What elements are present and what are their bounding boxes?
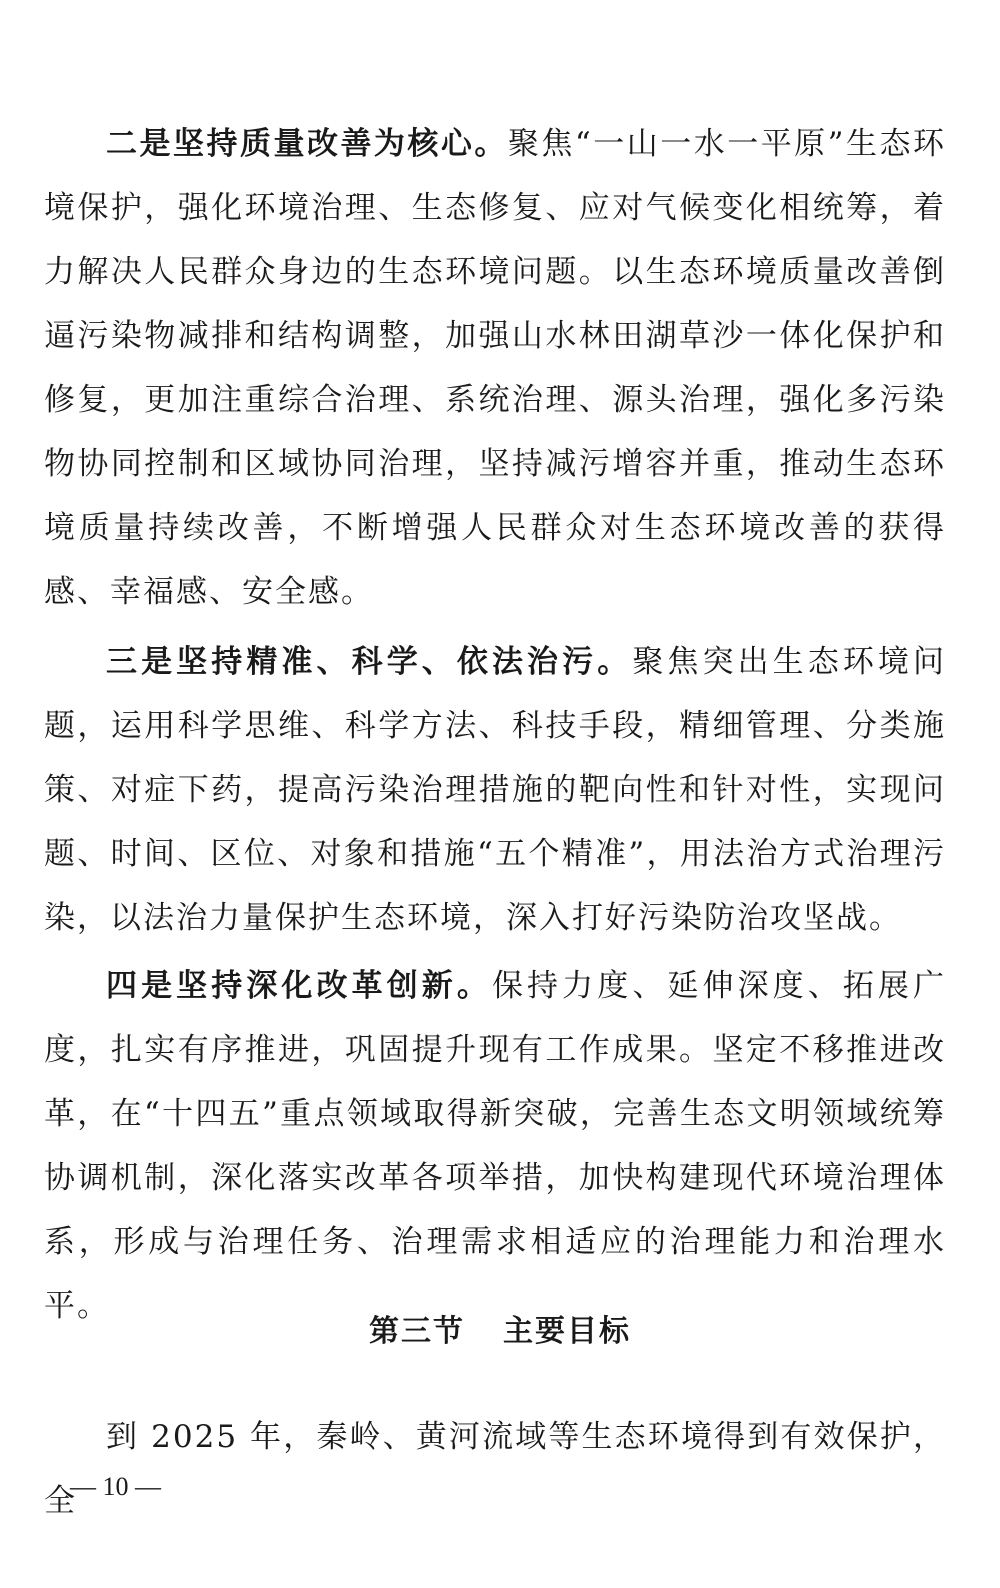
paragraph-body: 聚焦突出生态环境问题，运用科学思维、科学方法、科技手段，精细管理、分类施策、对症下药，提高污染治理措施的靶向性和针对性，实现问题、时间、区位、对象和措施“五个精准”，用法治方式治理污染，以法治力量保护生态环境，深入打好污染防治攻坚战。 (44, 644, 947, 936)
page-number: — 10 — (70, 1472, 161, 1501)
paragraph-body: 聚焦“一山一水一平原”生态环境保护，强化环境治理、生态修复、应对气候变化相统筹，着力解决人民群众身边的生态环境问题。以生态环境质量改善倒逼污染物减排和结构调整，加强山水林田湖草沙一体化保护和修复，更加注重综合治理、系统治理、源头治理，强化多污染物协同控制和区域协同治理，坚持减污增容并重，推动生态环境质量持续改善，不断增强人民群众对生态环境改善的获得感、幸福感、安全感。 (44, 126, 946, 610)
paragraph-main-goals (44, 1405, 946, 1533)
paragraph-body: 到 2025 年，秦岭、黄河流域等生态环境得到有效保护，全 (44, 1419, 946, 1519)
paragraph-lead: 四是坚持深化改革创新。 (106, 968, 492, 1004)
section-title: 主要目标 (503, 1314, 631, 1349)
section-heading (0, 1300, 1000, 1364)
paragraph-lead: 二是坚持质量改善为核心。 (106, 126, 508, 162)
paragraph-quality-improvement (44, 112, 946, 624)
section-number: 第三节 (369, 1314, 465, 1349)
paragraph-reform-innovation (44, 954, 946, 1338)
paragraph-lead: 三是坚持精准、科学、依法治污。 (106, 644, 633, 680)
paragraph-precise-pollution-control (44, 630, 946, 950)
paragraph-body: 保持力度、延伸深度、拓展广度，扎实有序推进，巩固提升现有工作成果。坚定不移推进改革，在“十四五”重点领域取得新突破，完善生态文明领域统筹协调机制，深化落实改革各项举措，加快构建现代环境治理体系，形成与治理任务、治理需求相适应的治理能力和治理水平。 (44, 968, 947, 1324)
